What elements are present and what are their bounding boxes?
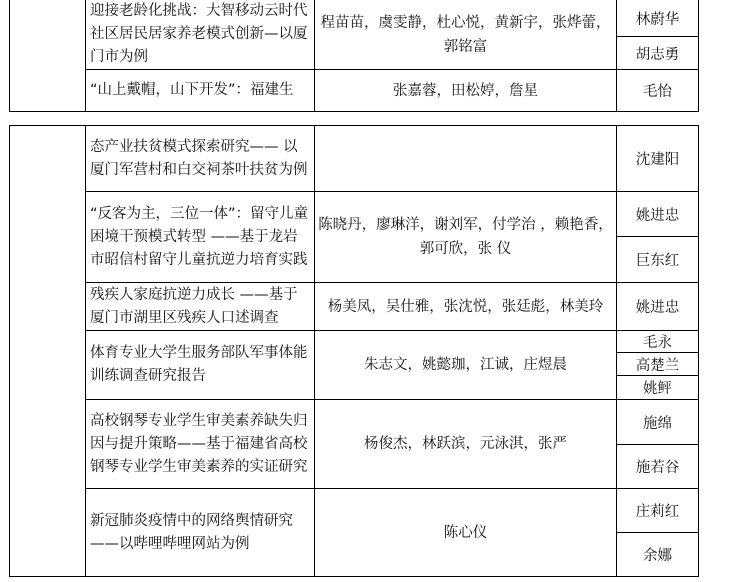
project-members: 张嘉蓉，田松婷，詹星 [315,70,617,112]
advisor-name: 姚鲆 [617,376,699,400]
project-members [315,126,617,192]
table-row [10,331,699,353]
project-table-top [9,0,699,112]
table-row [10,126,699,192]
project-title: 迎接老龄化挑战：大智移动云时代社区居民居家养老模式创新—以厦门市为例 [86,0,315,70]
advisor-name: 巨东红 [617,237,699,283]
table-row [10,400,699,445]
advisor-name: 施绵 [617,400,699,445]
project-title: 态产业扶贫模式探索研究—— 以厦门军营村和白交祠茶叶扶贫为例 [86,126,315,192]
advisor-name: 沈建阳 [617,126,699,192]
project-title: 新冠肺炎疫情中的网络舆情研究——以哔哩哔哩网站为例 [86,489,315,577]
project-members: 朱志文，姚懿珈，江诚，庄煜晨 [315,331,617,400]
project-title: 体育专业大学生服务部队军事体能训练调查研究报告 [86,331,315,400]
table-row [10,70,699,112]
advisor-name: 庄莉红 [617,489,699,533]
project-members: 杨美凤，吴仕雅，张沈悦，张廷彪，林美玲 [315,283,617,331]
table-row [10,0,699,37]
project-members: 陈心仪 [315,489,617,577]
project-title: 残疾人家庭抗逆力成长 ——基于厦门市湖里区残疾人口述调查 [86,283,315,331]
table-row [10,283,699,331]
project-title: “反客为主，三位一体”：留守儿童困境干预模式转型 ——基于龙岩市昭信村留守儿童抗逆力培育实践 [86,192,315,283]
project-members: 程苗苗，虞雯静，杜心悦，黄新宇，张烨蕾，郭铭富 [315,0,617,70]
advisor-name: 林蔚华 [617,0,699,37]
advisor-name: 姚进忠 [617,192,699,237]
project-members: 陈晓丹，廖琳洋，谢刘军，付学治 ，赖艳香，郭可欣，张 仪 [315,192,617,283]
advisor-name: 余娜 [617,533,699,577]
advisor-name: 毛怡 [617,70,699,112]
table-row [10,192,699,237]
project-title: “山上戴帽，山下开发”：福建生 [86,70,315,112]
project-table-bottom [9,125,699,577]
category-cell [10,0,86,112]
project-members: 杨俊杰，林跃滨，元泳淇，张严 [315,400,617,489]
category-cell [10,126,86,577]
advisor-name: 姚进忠 [617,283,699,331]
advisor-name: 胡志勇 [617,37,699,70]
advisor-name: 施若谷 [617,445,699,489]
advisor-name: 毛永 [617,331,699,353]
project-title: 高校钢琴专业学生审美素养缺失归因与提升策略——基于福建省高校钢琴专业学生审美素养的实证研究 [86,400,315,489]
advisor-name: 高楚兰 [617,353,699,376]
table-row [10,489,699,533]
